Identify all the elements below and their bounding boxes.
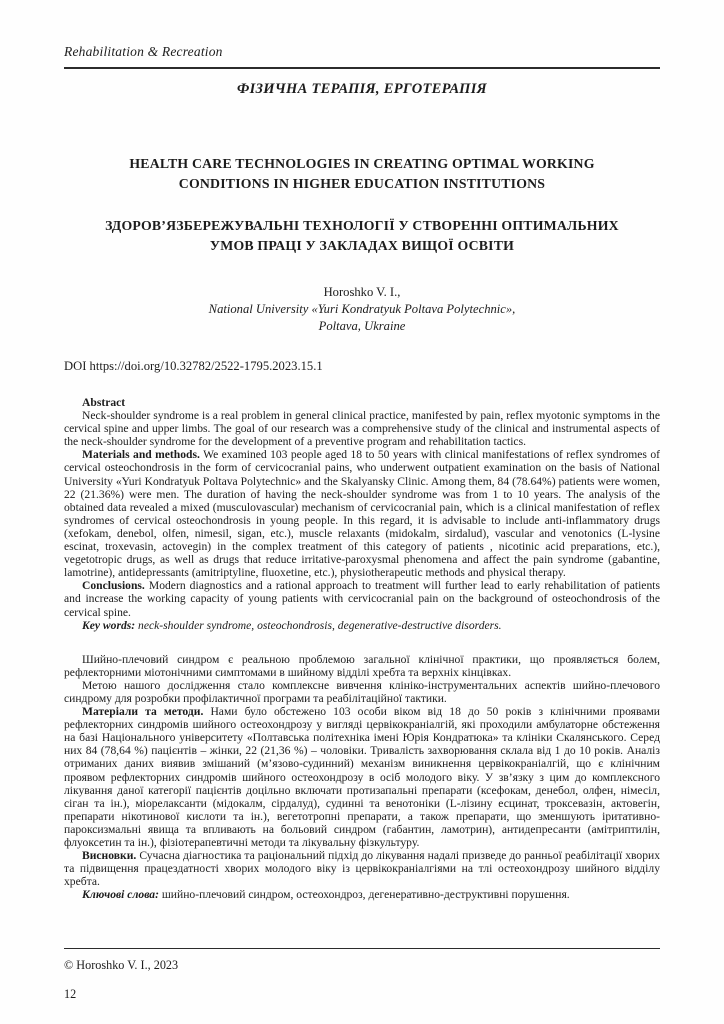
materials-label-uk: Матеріали та методи.	[82, 705, 204, 719]
keywords-label-uk: Ключові слова:	[82, 888, 159, 902]
article-title-uk: ЗДОРОВ’ЯЗБЕРЕЖУВАЛЬНІ ТЕХНОЛОГІЇ У СТВОРЕННІ ОПТИМАЛЬНИХ УМОВ ПРАЦІ У ЗАКЛАДАХ ВИЩОЇ ОСВІТИ	[105, 218, 619, 253]
abstract-uk-paragraph-1: Шийно-плечовий синдром є реальною проблемою загальної клінічної практики, що проявляється болем, рефлекторними міотонічними симптомами в шийному відділі хребта та верхніх кінцівках.	[64, 652, 660, 679]
materials-text-en: We examined 103 people aged 18 to 50 years with clinical manifestations of reflex syndromes of cervical osteochondrosis in the form of cervicocranial pains, who underwent outpatient examination on the basis of National University «Yuri Kondratyuk Poltava Polytechnic» and the Skalyansky Clinic. Among them, 84 (78.64%) patients were women, 22 (21.36%) were men. The duration of having the neck-shoulder syndrome was from 1 to 10 years. The analysis of the obtained data revealed a mixed (musculovascular) mechanism of cervicocranial pain, which is a clinical manifestation of reflex syndromes of cervical osteochondrosis in young people. In this regard, it is advisable to include anti-inflammatory drugs (xefokam, denebol, olfen, nimesil, sigan, etc.), muscle relaxants (midokalm, sirdalud), vascular and venotonics (L-lysine escinat, troxevasin, actovegin) in the complex treatment of this category of patients , nicotinic acid preparations, etc.), vegetotropic drugs, as well as drugs that reduce irritative-paroxysmal phenomena and affect the pain syndrome (gabantine, lamotrine), antidepressants (amitriptyline, fluoxetine, etc.), physiotherapeutic methods and physical therapy.	[64, 448, 660, 580]
materials-text-uk: Нами було обстежено 103 особи віком від 18 до 50 років з клінічними проявами рефлекторних синдромів шийного остеохондрозу у вигляді цервікокраніалгій, які проходили амбулаторне обстеження на базі Національного університету «Полтавська політехніка імені Юрія Кондратюка» та клініки Скалянського. Серед них 84 (78,64 %) пацієнтів – жінки, 22 (21,36 %) – чоловіки. Тривалість захворювання склала від 1 до 10 років. Аналіз отриманих даних виявив змішаний (м’язово-судинний) механізм виникнення цервікокраніалгій, що є клінічним проявом рефлекторних синдромів шийного остеохондрозу в осіб молодого віку. У зв’язку з цим до комплексного лікування даної категорії пацієнтів доцільно включати протизапальні препарати (ксефокам, денебол, олфен, німесіл, сіган та ін.), міорелаксанти (мідокалм, сірдалуд), судинні та венотоніки (L-лізину есцинат, троксевазін, актовегін, препарати нікотинової кислоти та ін.), вегетотропні препарати, а також препарати, що зменшують іритативно-пароксизмальні явища та впливають на больовий синдром (габантин, ламотрин), антидепресанти (амітриптилін, флуоксетин та ін.), фізіотерапевтичні методи та лікувальну фізкультуру.	[64, 705, 660, 849]
abstract-paragraph: Neck-shoulder syndrome is a real problem in general clinical practice, manifested by pain, reflex myotonic symptoms in the cervical spine and upper limbs. The goal of our research was a comprehensive study of the clinical and instrumental aspects of the neck-shoulder syndrome for the development of a preventive program and rehabilitation tactics.	[64, 409, 660, 449]
page-footer	[64, 948, 660, 1002]
doi-link[interactable]: DOI https://doi.org/10.32782/2522-1795.2023.15.1	[64, 359, 323, 373]
author-name: Horoshko V. I.,	[323, 285, 401, 299]
journal-name: Rehabilitation & Recreation	[64, 44, 223, 59]
abstract-uk	[64, 653, 660, 902]
conclusions-paragraph-en	[64, 579, 660, 618]
affiliation-line-1: National University «Yuri Kondratyuk Poltava Polytechnic»,	[208, 302, 516, 316]
conclusions-label-uk: Висновки.	[82, 849, 137, 863]
materials-paragraph-uk	[64, 705, 660, 849]
abstract-en	[64, 396, 660, 632]
affiliation-line-2: Poltava, Ukraine	[318, 319, 406, 333]
conclusions-text-en: Modern diagnostics and a rational approach to treatment will further lead to early rehabilitation of patients and increase the working capacity of young patients with cervicocranial pain on the background of osteochondrosis of the cervical spine.	[64, 579, 660, 619]
abstract-heading	[64, 396, 660, 409]
keywords-text-en: neck-shoulder syndrome, osteochondrosis, degenerative-destructive disorders.	[138, 618, 502, 632]
keywords-paragraph-en	[64, 619, 660, 632]
copyright-notice: © Horoshko V. I., 2023	[64, 958, 179, 972]
keywords-label-en: Key words:	[82, 618, 136, 632]
abstract-uk-paragraph-2: Метою нашого дослідження стало комплексне вивчення клініко-інструментальних аспектів шийно-плечового синдрому для розробки профілактичної програми та реабілітаційної тактики.	[64, 678, 660, 705]
materials-paragraph-en	[64, 448, 660, 579]
author-block	[64, 284, 660, 335]
conclusions-label-en: Conclusions.	[82, 579, 145, 593]
page-number: 12	[64, 987, 77, 1001]
header-rule	[64, 67, 660, 69]
section-heading: ФІЗИЧНА ТЕРАПІЯ, ЕРГОТЕРАПІЯ	[237, 81, 487, 97]
abstract-heading-label: Abstract	[82, 396, 126, 409]
materials-label-en: Materials and methods.	[82, 448, 200, 462]
conclusions-text-uk: Сучасна діагностика та раціональний підхід до лікування надалі призведе до ранньої реабілітації хворих та підвищення працездатності хворих молодого віку із цервікокраніалгіями на тлі остеохондрозу шийного відділу хребта.	[64, 849, 660, 889]
keywords-paragraph-uk	[64, 888, 660, 901]
keywords-text-uk: шийно-плечовий синдром, остеохондроз, дегенеративно-деструктивні порушення.	[161, 888, 570, 902]
conclusions-paragraph-uk	[64, 849, 660, 888]
footer-rule	[64, 948, 660, 949]
article-title-en: HEALTH CARE TECHNOLOGIES IN CREATING OPTIMAL WORKING CONDITIONS IN HIGHER EDUCATION INSTITUTIONS	[129, 156, 595, 191]
